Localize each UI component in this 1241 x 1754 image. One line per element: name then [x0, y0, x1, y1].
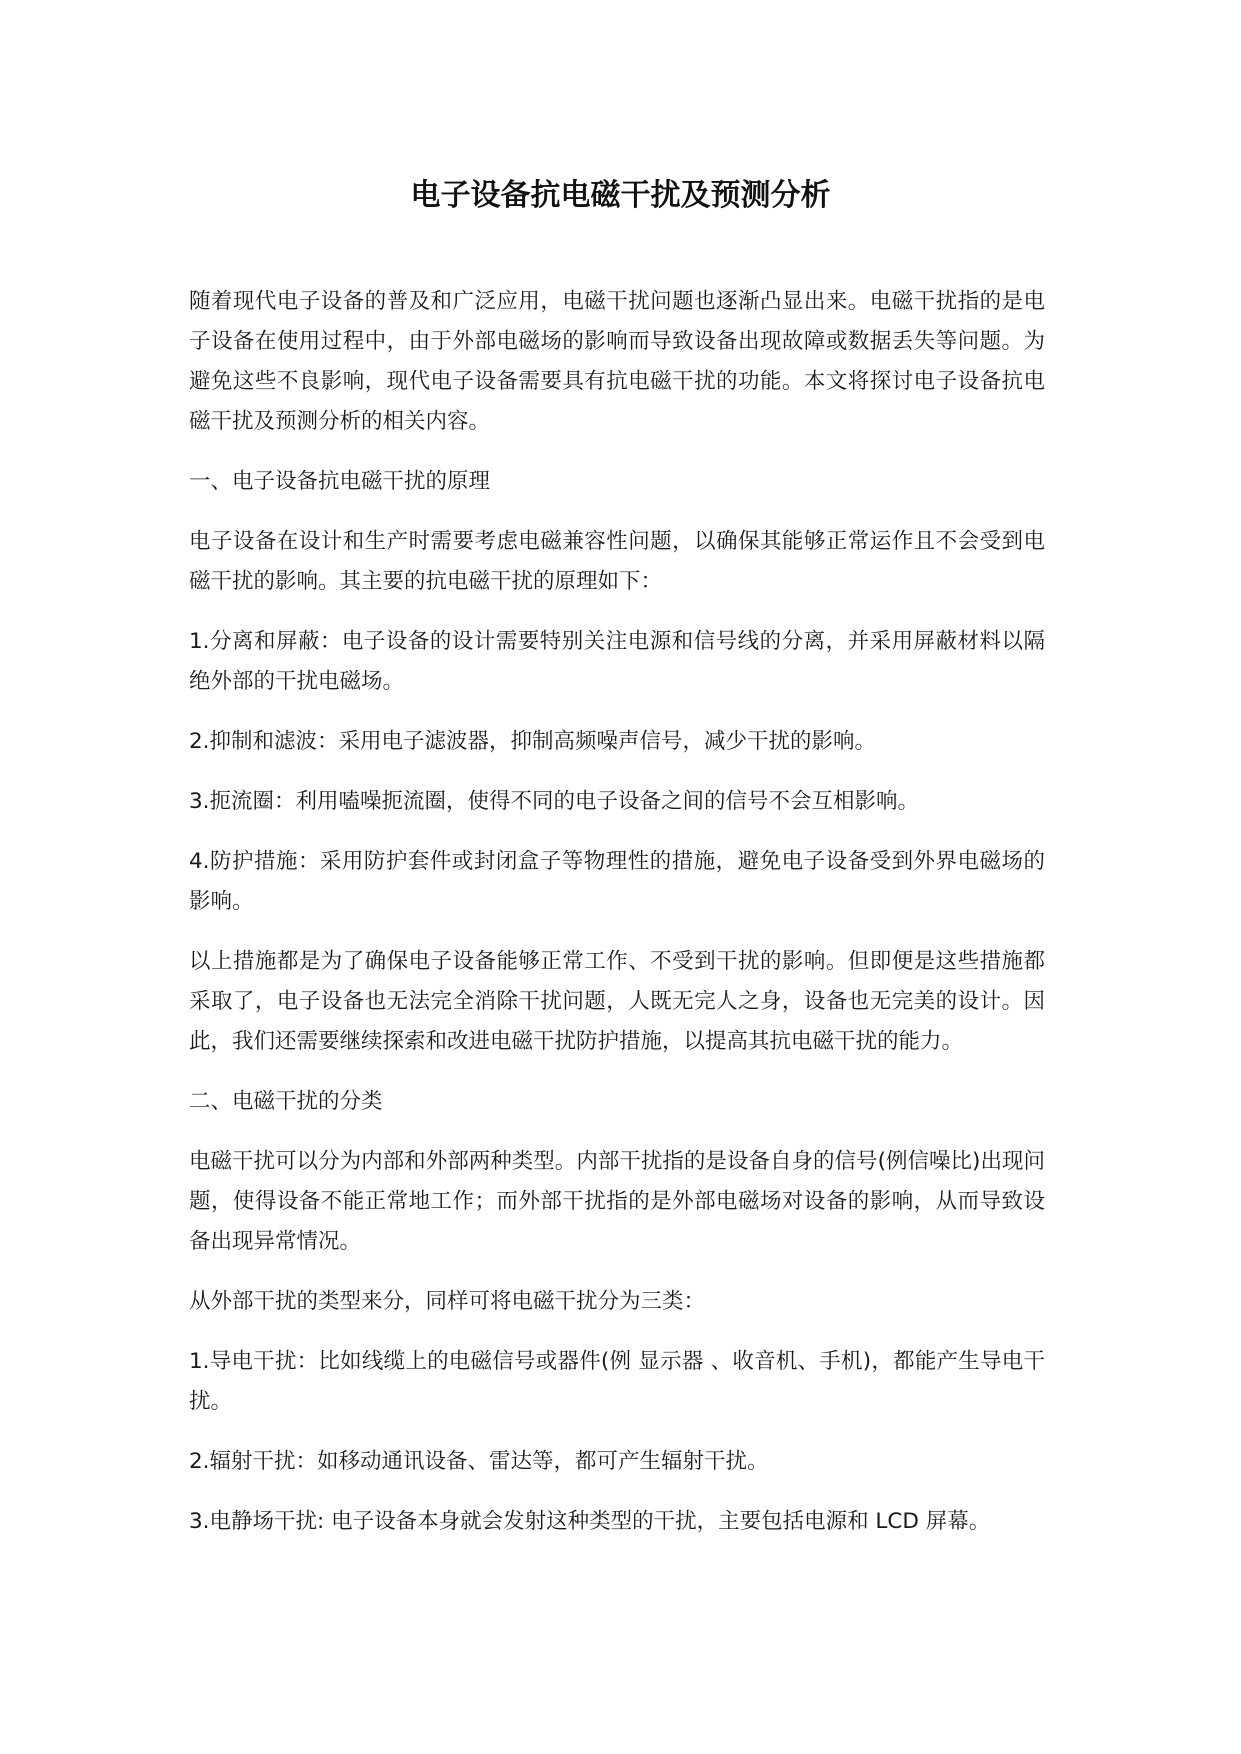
list-item-conducted: 1.导电干扰：比如线缆上的电磁信号或器件(例 显示器 、收音机、手机)，都能产生导电干扰。	[189, 1349, 1045, 1414]
list-item-electrostatic: 3.电静场干扰: 电子设备本身就会发射这种类型的干扰，主要包括电源和 LCD 屏幕。	[189, 1509, 991, 1534]
paragraph-intro: 随着现代电子设备的普及和广泛应用，电磁干扰问题也逐渐凸显出来。电磁干扰指的是电子设备在使用过程中，由于外部电磁场的影响而导致设备出现故障或数据丢失等问题。为避免这些不良影响，现代电子设备需要具有抗电磁干扰的功能。本文将探讨电子设备抗电磁干扰及预测分析的相关内容。	[189, 289, 1045, 434]
list-item-radiated: 2.辐射干扰：如移动通讯设备、雷达等，都可产生辐射干扰。	[189, 1449, 769, 1474]
section-heading-classification: 二、电磁干扰的分类	[189, 1089, 383, 1114]
list-item-suppression-filtering: 2.抑制和滤波：采用电子滤波器，抑制高频噪声信号，减少干扰的影响。	[189, 729, 877, 754]
document-title: 电子设备抗电磁干扰及预测分析	[410, 178, 831, 213]
paragraph-principles-intro: 电子设备在设计和生产时需要考虑电磁兼容性问题，以确保其能够正常运作且不会受到电磁干扰的影响。其主要的抗电磁干扰的原理如下：	[189, 529, 1045, 594]
paragraph-internal-external: 电磁干扰可以分为内部和外部两种类型。内部干扰指的是设备自身的信号(例信噪比)出现问题，使得设备不能正常地工作；而外部干扰指的是外部电磁场对设备的影响，从而导致设备出现异常情况。	[189, 1149, 1045, 1254]
paragraph-measures-summary: 以上措施都是为了确保电子设备能够正常工作、不受到干扰的影响。但即便是这些措施都采取了，电子设备也无法完全消除干扰问题，人既无完人之身，设备也无完美的设计。因此，我们还需要继续探索和改进电磁干扰防护措施，以提高其抗电磁干扰的能力。	[189, 949, 1045, 1054]
paragraph-external-types-intro: 从外部干扰的类型来分，同样可将电磁干扰分为三类：	[189, 1289, 706, 1314]
document-body	[189, 282, 1045, 1562]
list-item-separation-shielding: 1.分离和屏蔽：电子设备的设计需要特别关注电源和信号线的分离，并采用屏蔽材料以隔绝外部的干扰电磁场。	[189, 629, 1045, 694]
section-heading-principles: 一、电子设备抗电磁干扰的原理	[189, 469, 491, 494]
list-item-protection: 4.防护措施：采用防护套件或封闭盒子等物理性的措施，避免电子设备受到外界电磁场的影响。	[189, 849, 1045, 914]
list-item-choke-coil: 3.扼流圈：利用嗑噪扼流圈，使得不同的电子设备之间的信号不会互相影响。	[189, 789, 920, 814]
